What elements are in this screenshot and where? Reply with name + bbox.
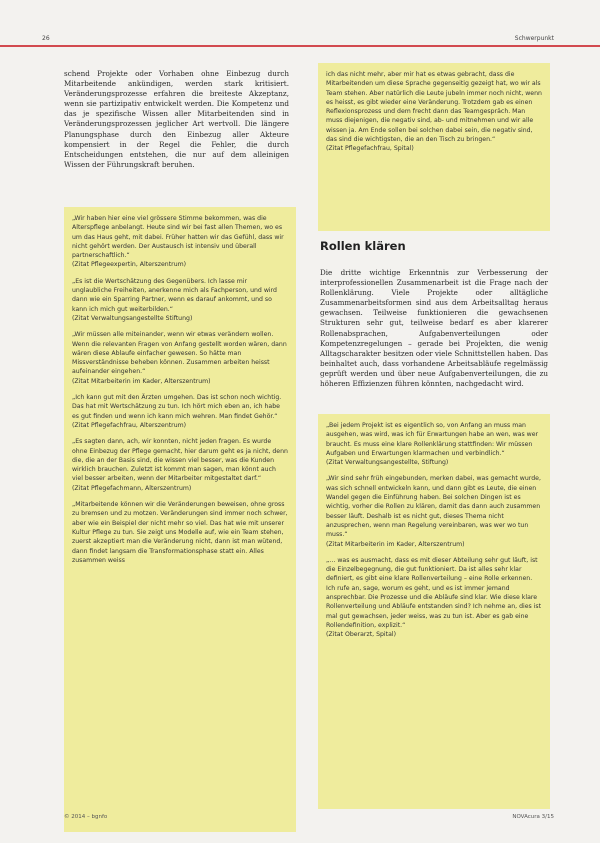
quote-source: (Zitat Oberarzt, Spital) xyxy=(326,631,396,639)
quote-source: (Zitat Verwaltungsangestellte Stiftung) xyxy=(72,314,193,322)
quote-source: (Zitat Pflegefachfrau, Spital) xyxy=(326,145,414,153)
quote-text: „Es ist die Wertschätzung des Gegenübers. Ich lasse mir unglaubliche Freiheiten, anerkenne mich als Fachperson, und wird dann wie ein Sparring Partner, wenn es darauf ankommt, und so kann ich mich gut weiterbilden.“ xyxy=(72,277,277,313)
left-intro-text: schend Projekte oder Vorhaben ohne Einbezug durch Mitarbeitende ankündigen, werden stark kritisiert. Veränderungsprozesse erfahren die breiteste Akzeptanz, wenn sie partizipativ entwickelt werden. Die Kompetenz und das je spezifische Wissen aller Mitarbeitenden sind in Veränderungsprozessen jeglicher Art wertvoll. Die längere Planungsphase durch den Einbezug aller Akteure kompensiert in der Regel die Fehler, die durch Entscheidungen entstehen, die nur auf dem alleinigen Wissen der Führungskraft beruhen. xyxy=(64,69,289,169)
footer-copyright: © 2014 – bgnfo xyxy=(64,814,108,820)
header-rule xyxy=(0,45,600,47)
running-head: Schwerpunkt xyxy=(514,35,554,42)
quote-text: „… was es ausmacht, dass es mit dieser Abteilung sehr gut läuft, ist die Einzelbegegnung, die gut funktioniert. Da ist alles sehr klar definiert, es gibt eine klare Rollenverteilung – eine Rolle erkennen. Ich rufe an, sage, worum es geht, und es ist immer jemand ansprechbar. Die Prozesse und die Abläufe sind klar. Wie diese klare Rollenverteilung und Abläufe entstanden sind? Ich nehme an, dies ist mal gut gewachsen, jeder weiss, was zu tun ist. Aber es gab eine Rollendefinition, explizit.“ xyxy=(326,556,542,629)
quote-text: „Wir sind sehr früh eingebunden, merken dabei, was gemacht wurde, was sich schnell entwickeln kann, und dann gibt es Leute, die einen Wandel gegen die Einführung haben. Bei solchen Dingen ist es wichtig, vorher die Rollen zu klären, damit das dann auch zusammen besser läuft. Deshalb ist es nicht gut, dieses Thema nicht anzusprechen, wenn man Regelung vereinbaren, was wer wo tun muss.“ xyxy=(326,475,541,539)
quote-text: „Es sagten dann, ach, wir konnten, nicht jeden fragen. Es wurde ohne Einbezug der Pflege gemacht, hier darum geht es ja nicht, denn die, die an der Basis sind, die wissen viel besser, was die Kunden wirklich brauchen. Zuletzt ist kommt man sagen, man könnt auch viel besser arbeiten, wenn der Mitarbeiter mitgestaltet darf.“ xyxy=(72,438,288,483)
quote xyxy=(326,474,542,548)
quote-text: „Ich kann gut mit den Ärzten umgehen. Das ist schon noch wichtig. Das hat mit Wertschätzung zu tun. Ich hört mich eben an, ich habe es gut finden und wenn ich kann mich wehren. Man findet Gehör.“ xyxy=(72,394,282,420)
right-top-quote-box xyxy=(318,63,550,231)
quote xyxy=(72,437,288,493)
right-body-text: Die dritte wichtige Erkenntnis zur Verbesserung der interprofessionellen Zusammenarbeit ist die Frage nach der Rollenklärung. Viele Projekte oder alltägliche Zusammenarbeitsformen sind aus dem Arbeitsalltag heraus gewachsen. Teilweise funktionieren die gewachsenen Strukturen sehr gut, teilweise bedarf es aber klarerer Rollenabsprachen, Aufgabenverteilungen oder Kompetenzregelungen – gerade bei Projekten, die wenig Alltagscharakter besitzen oder viele Schnittstellen haben. Das beinhaltet auch, dass vorhandene Arbeitsabläufe regelmässig geprüft werden und über neue Aufgabenverteilungen, die zu höheren Effizienzen führen könnten, nachgedacht wird. xyxy=(320,268,548,389)
quote-text: „Mitarbeitende können wir die Veränderungen beweisen, ohne gross zu bremsen und zu motzen. Veränderungen sind immer noch schwer, aber wie ein Beispiel der nicht mehr so viel. Das hat wie mit unserer Kultur Pflege zu tun. Sie zeigt uns Modelle auf, wie ein Team stehen, zuerst akzeptiert man die Veränderung nicht, dann ist man wütend, dann findet langsam die Transformationsphase statt ein. Alles zusammen weiss xyxy=(72,501,288,564)
quote xyxy=(326,421,542,467)
quote-text: „Wir haben hier eine viel grössere Stimme bekommen, was die Alterspflege anbelangt. Heute sind wir bei fast allen Themen, wo es um das Haus geht, mit dabei. Früher hatten wir das Gefühl, dass wir nicht gehört werden. Der Austausch ist intensiv und überall partnerschaftlich.“ xyxy=(72,215,284,260)
quote-source: (Zitat Verwaltungsangestellte, Stiftung) xyxy=(326,459,449,467)
quote xyxy=(72,214,288,270)
quote xyxy=(72,330,288,386)
quote xyxy=(326,556,542,640)
quote-source: (Zitat Pflegefachmann, Alterszentrum) xyxy=(72,484,192,492)
quote-text: „Bei jedem Projekt ist es eigentlich so, von Anfang an muss man ausgehen, was wird, was ich für Erwartungen habe an wen, was wer braucht. Es muss eine klare Rollenklärung stattfinden: Wir müssen Aufgaben und Erwartungen klarmachen und verbindlich.“ xyxy=(326,422,539,457)
quote-source: (Zitat Pflegeexpertin, Alterszentrum) xyxy=(72,261,187,269)
quote-source: (Zitat Mitarbeiterin im Kader, Alterszentrum) xyxy=(72,377,211,385)
left-quote-box xyxy=(64,207,296,832)
quote xyxy=(326,70,542,154)
quote xyxy=(72,500,288,565)
right-quote-box xyxy=(318,414,550,809)
section-heading: Rollen klären xyxy=(320,239,406,253)
quote-text: ich das nicht mehr, aber mir hat es etwas gebracht, dass die Mitarbeitenden um diese Sprache gegenseitig gezeigt hat, wo wir als Team stehen. Aber natürlich die Leute jubeln immer noch nicht, wenn es heisst, es gibt wieder eine Veränderung. Trotzdem gab es einen Reflexionsprozess und dem frecht dann das Teamgespräch. Man muss diejenigen, die negativ sind, ab- und mitnehmen und wir alle wissen ja. Am Ende sollen bei solchen dabei sein, die negativ sind, das sind die wichtigsten, die an den Tisch zu bringen.“ xyxy=(326,71,542,144)
quote xyxy=(72,277,288,323)
quote xyxy=(72,393,288,430)
quote-text: „Wir müssen alle miteinander, wenn wir etwas verändern wollen. Wenn die relevanten Fragen von Anfang gestellt worden wären, dann wären diese Ablaufe einfacher gewesen. So hätte man Missverständnisse beheben können. Zusammen arbeiten heisst aufeinander eingehen.“ xyxy=(72,331,287,376)
quote-source: (Zitat Pflegefachfrau, Alterszentrum) xyxy=(72,421,187,429)
page-number: 26 xyxy=(42,35,50,42)
quote-source: (Zitat Mitarbeiterin im Kader, Alterszentrum) xyxy=(326,540,465,548)
footer-issue: NOVAcura 3/15 xyxy=(512,814,554,820)
